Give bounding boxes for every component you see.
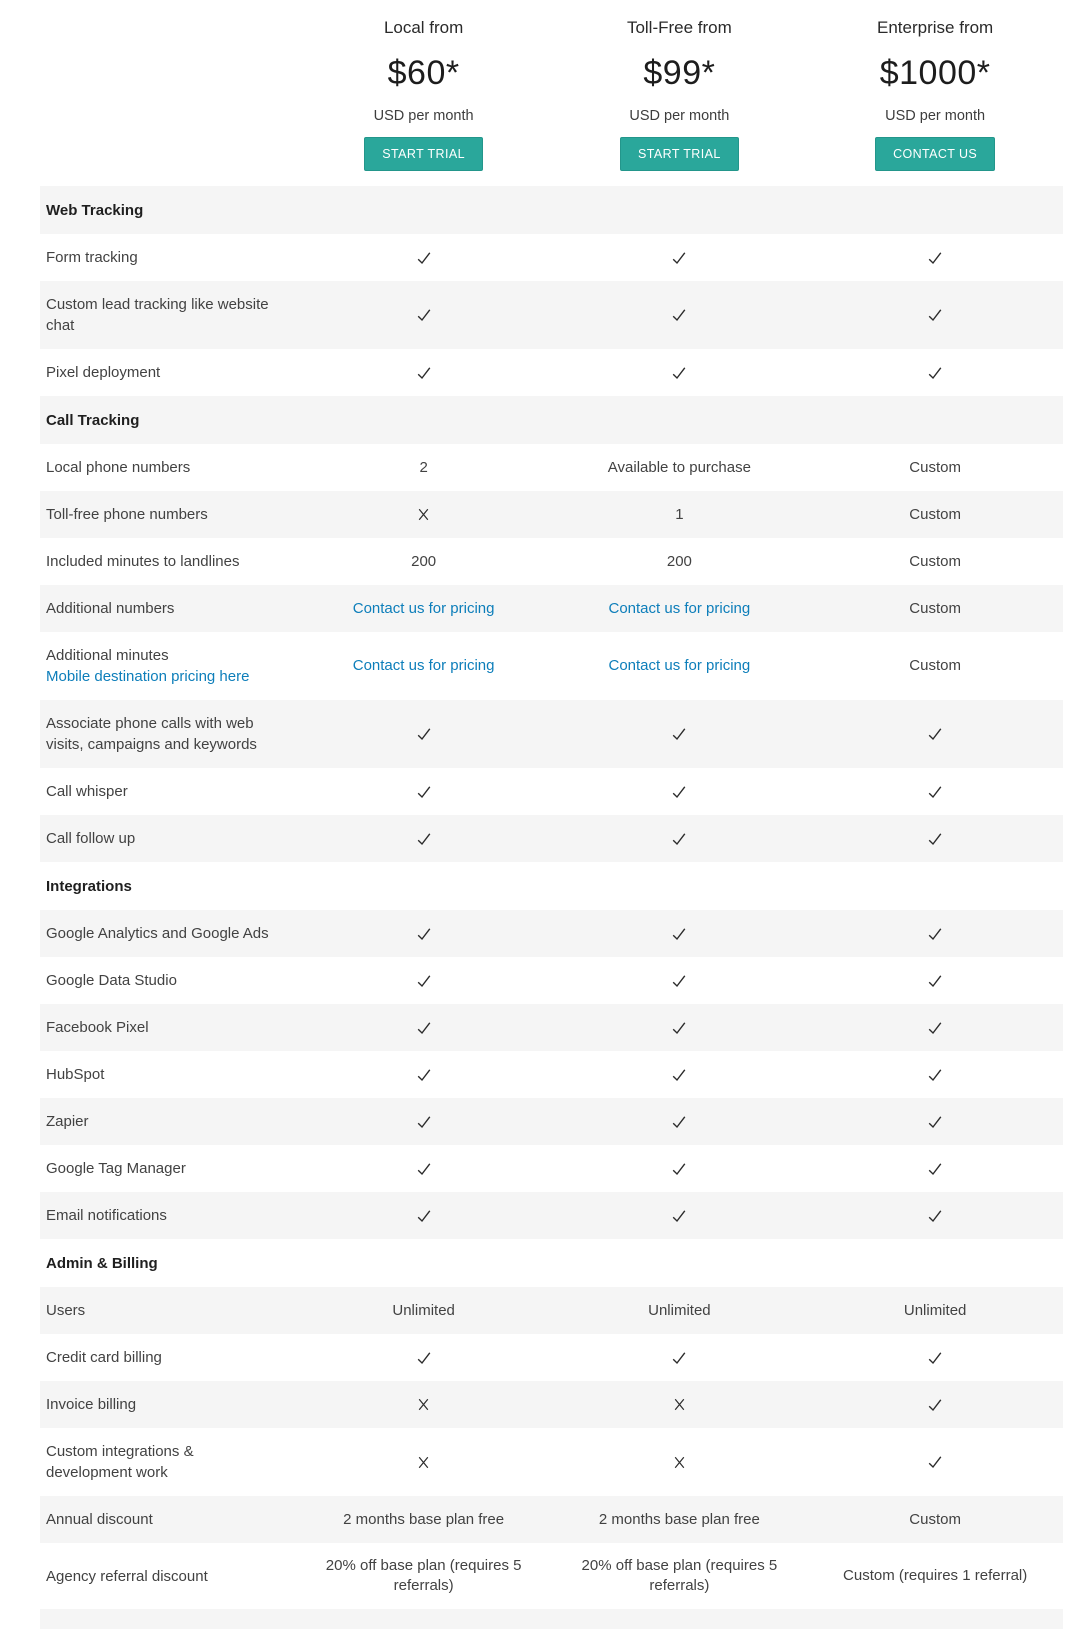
- feature-name-cell: [40, 1287, 296, 1334]
- value-cell: [552, 1051, 808, 1098]
- feature-label: Toll-free phone numbers: [46, 506, 208, 523]
- feature-label: Google Data Studio: [46, 972, 177, 989]
- value-cell: [807, 234, 1063, 281]
- value-cell: 200: [666, 552, 692, 570]
- value-cell: [552, 768, 808, 815]
- check-icon: [415, 1066, 433, 1084]
- value-cell: 2: [419, 458, 428, 476]
- feature-label: Google Tag Manager: [46, 1160, 186, 1177]
- feature-name-cell: [40, 910, 296, 957]
- check-icon: [926, 1066, 944, 1084]
- value-cell: [807, 910, 1063, 957]
- value-cell: [296, 1428, 552, 1496]
- check-icon: [670, 725, 688, 743]
- value-cell: [807, 768, 1063, 815]
- value-cell: [552, 1004, 808, 1051]
- feature-row: [40, 1098, 1063, 1145]
- feature-name-cell: [40, 1004, 296, 1051]
- section-title: Call Tracking: [46, 412, 140, 429]
- feature-row: [40, 281, 1063, 349]
- plan-name: Toll-Free from: [626, 18, 732, 37]
- feature-name-cell: [40, 815, 296, 862]
- value-cell: Custom: [909, 505, 961, 523]
- feature-label: Users: [46, 1302, 86, 1319]
- check-icon: [926, 830, 944, 848]
- feature-label: Custom integrations & development work: [46, 1443, 194, 1481]
- check-icon: [415, 830, 433, 848]
- contact-us-for-pricing-link[interactable]: Contact us for pricing: [608, 599, 751, 617]
- section-title: Web Tracking: [46, 202, 144, 219]
- feature-row: [40, 815, 1063, 862]
- check-icon: [926, 1453, 944, 1471]
- plan-period: USD per month: [885, 108, 986, 124]
- value-cell: [807, 1428, 1063, 1496]
- check-icon: [415, 1113, 433, 1131]
- value-cell: Custom: [909, 657, 961, 674]
- start-trial-local-button[interactable]: START TRIAL: [364, 137, 483, 171]
- feature-name-cell: [40, 585, 296, 632]
- feature-name-cell: [40, 349, 296, 396]
- value-cell: [552, 815, 808, 862]
- value-cell: [296, 1051, 552, 1098]
- feature-label: Zapier: [46, 1113, 89, 1130]
- value-cell: Unlimited: [648, 1301, 711, 1319]
- plan-tollfree: [552, 14, 808, 186]
- feature-label: Email notifications: [46, 1207, 167, 1224]
- check-icon: [670, 830, 688, 848]
- feature-name-cell: [40, 444, 296, 491]
- feature-row: [40, 538, 1063, 585]
- value-cell: [296, 234, 552, 281]
- value-cell: 20% off base plan (requires 5 referrals): [581, 1557, 778, 1594]
- feature-row: [40, 1145, 1063, 1192]
- feature-row: [40, 234, 1063, 281]
- feature-row: [40, 1543, 1063, 1609]
- plan-price: $99*: [643, 54, 716, 92]
- value-cell: [552, 349, 808, 396]
- feature-label: Additional numbers: [46, 600, 175, 617]
- check-icon: [670, 783, 688, 801]
- feature-name-cell: [40, 234, 296, 281]
- check-icon: [415, 1019, 433, 1037]
- feature-label: Call follow up: [46, 830, 136, 847]
- value-cell: Custom (requires 1 referral): [843, 1567, 1028, 1584]
- plan-name: Local from: [383, 18, 464, 37]
- value-cell: [807, 281, 1063, 349]
- value-cell: [296, 768, 552, 815]
- x-icon: [672, 1455, 687, 1470]
- feature-row: [40, 910, 1063, 957]
- x-icon: [416, 1397, 431, 1412]
- feature-label: Local phone numbers: [46, 459, 191, 476]
- feature-row: [40, 1192, 1063, 1239]
- feature-row: [40, 768, 1063, 815]
- feature-label: Custom lead tracking like website chat: [46, 296, 269, 334]
- x-icon: [416, 1455, 431, 1470]
- feature-row: [40, 444, 1063, 491]
- check-icon: [670, 1113, 688, 1131]
- feature-label: Google Analytics and Google Ads: [46, 925, 269, 942]
- section-header-row: [40, 396, 1063, 444]
- check-icon: [415, 725, 433, 743]
- feature-name-cell: [40, 1334, 296, 1381]
- feature-row: [40, 1334, 1063, 1381]
- value-cell: 1: [675, 505, 684, 523]
- feature-label: Included minutes to landlines: [46, 553, 240, 570]
- contact-us-for-pricing-link[interactable]: Contact us for pricing: [608, 657, 751, 674]
- contact-us-enterprise-button[interactable]: CONTACT US: [875, 137, 995, 171]
- value-cell: [552, 1334, 808, 1381]
- check-icon: [415, 925, 433, 943]
- value-cell: [552, 1192, 808, 1239]
- plan-local: [296, 14, 552, 186]
- feature-label: Associate phone calls with web visits, campaigns and keywords: [46, 715, 257, 753]
- feature-name-cell: [40, 1051, 296, 1098]
- check-icon: [926, 1160, 944, 1178]
- feature-row: [40, 1496, 1063, 1543]
- value-cell: [552, 1428, 808, 1496]
- value-cell: [807, 815, 1063, 862]
- check-icon: [415, 249, 433, 267]
- check-icon: [926, 306, 944, 324]
- check-icon: [926, 725, 944, 743]
- section-header-row: [40, 186, 1063, 234]
- value-cell: [552, 1098, 808, 1145]
- value-cell: [296, 1192, 552, 1239]
- value-cell: Available to purchase: [607, 458, 751, 476]
- value-cell: 200: [411, 552, 437, 570]
- feature-comparison-table-body: [40, 186, 1063, 1609]
- check-icon: [415, 783, 433, 801]
- feature-row: [40, 1004, 1063, 1051]
- value-cell: [296, 910, 552, 957]
- feature-name-cell: [40, 1428, 296, 1496]
- value-cell: 2 months base plan free: [343, 1510, 505, 1528]
- feature-label: Facebook Pixel: [46, 1019, 149, 1036]
- value-cell: 20% off base plan (requires 5 referrals): [325, 1557, 522, 1594]
- value-cell: [552, 957, 808, 1004]
- section-title: Admin & Billing: [46, 1255, 158, 1272]
- feature-label: Additional minutes: [46, 647, 169, 664]
- value-cell: [552, 234, 808, 281]
- value-cell: [807, 1051, 1063, 1098]
- check-icon: [670, 1207, 688, 1225]
- feature-row: [40, 1287, 1063, 1334]
- check-icon: [926, 925, 944, 943]
- check-icon: [670, 1019, 688, 1037]
- value-cell: [296, 1381, 552, 1428]
- check-icon: [415, 1160, 433, 1178]
- feature-label: Pixel deployment: [46, 364, 161, 381]
- value-cell: [807, 349, 1063, 396]
- check-icon: [926, 972, 944, 990]
- feature-row: [40, 1381, 1063, 1428]
- check-icon: [926, 249, 944, 267]
- contact-us-for-pricing-link[interactable]: Contact us for pricing: [352, 657, 495, 674]
- feature-label: Form tracking: [46, 249, 138, 266]
- feature-row: [40, 700, 1063, 768]
- feature-name-cell: [40, 1192, 296, 1239]
- value-cell: [296, 815, 552, 862]
- feature-row: [40, 585, 1063, 632]
- check-icon: [415, 1349, 433, 1367]
- value-cell: [552, 632, 808, 700]
- feature-name-cell: [40, 1098, 296, 1145]
- check-icon: [926, 1349, 944, 1367]
- check-icon: [415, 306, 433, 324]
- value-cell: [807, 1381, 1063, 1428]
- check-icon: [415, 972, 433, 990]
- feature-name-cell: [40, 1145, 296, 1192]
- feature-name-cell: [40, 538, 296, 585]
- section-header-row: [40, 1239, 1063, 1287]
- value-cell: [296, 585, 552, 632]
- value-cell: [552, 281, 808, 349]
- check-icon: [926, 1019, 944, 1037]
- value-cell: [296, 632, 552, 700]
- feature-name-cell: [40, 957, 296, 1004]
- feature-name-cell: [40, 281, 296, 349]
- check-icon: [926, 783, 944, 801]
- feature-row: [40, 1051, 1063, 1098]
- feature-row: [40, 1428, 1063, 1496]
- feature-column-spacer: [40, 14, 296, 186]
- value-cell: [807, 1145, 1063, 1192]
- value-cell: [807, 1098, 1063, 1145]
- value-cell: Custom: [909, 458, 961, 476]
- check-icon: [670, 249, 688, 267]
- value-cell: [807, 1334, 1063, 1381]
- check-icon: [926, 364, 944, 382]
- value-cell: [296, 700, 552, 768]
- value-cell: [296, 1098, 552, 1145]
- value-cell: [296, 349, 552, 396]
- plan-enterprise: [807, 14, 1063, 186]
- feature-label: Credit card billing: [46, 1349, 162, 1366]
- feature-row: [40, 491, 1063, 538]
- feature-row: [40, 349, 1063, 396]
- value-cell: Unlimited: [903, 1301, 967, 1319]
- check-icon: [670, 1349, 688, 1367]
- feature-row: [40, 957, 1063, 1004]
- check-icon: [670, 306, 688, 324]
- check-icon: [926, 1396, 944, 1414]
- value-cell: [296, 957, 552, 1004]
- check-icon: [926, 1113, 944, 1131]
- value-cell: Custom: [909, 1510, 961, 1528]
- feature-row: [40, 632, 1063, 700]
- bottom-strip: [40, 1609, 1063, 1629]
- value-cell: [296, 281, 552, 349]
- value-cell: [296, 1004, 552, 1051]
- value-cell: 2 months base plan free: [598, 1510, 760, 1528]
- value-cell: [552, 700, 808, 768]
- plan-name: Enterprise from: [877, 18, 994, 37]
- check-icon: [670, 925, 688, 943]
- feature-name-cell: [40, 768, 296, 815]
- value-cell: [552, 1381, 808, 1428]
- check-icon: [670, 972, 688, 990]
- x-icon: [672, 1397, 687, 1412]
- value-cell: [296, 491, 552, 538]
- check-icon: [670, 1160, 688, 1178]
- section-header-row: [40, 862, 1063, 910]
- check-icon: [926, 1207, 944, 1225]
- start-trial-tollfree-button[interactable]: START TRIAL: [620, 137, 739, 171]
- value-cell: Custom: [909, 552, 961, 570]
- mobile-destination-pricing-link[interactable]: Mobile destination pricing here: [46, 668, 250, 685]
- contact-us-for-pricing-link[interactable]: Contact us for pricing: [352, 599, 495, 617]
- feature-comparison-table: [40, 186, 1063, 1609]
- feature-name-cell: [40, 632, 296, 700]
- feature-label: Call whisper: [46, 783, 128, 800]
- feature-name-cell: [40, 700, 296, 768]
- feature-name-cell: [40, 1496, 296, 1543]
- plan-period: USD per month: [629, 108, 730, 124]
- value-cell: [552, 910, 808, 957]
- feature-name-cell: [40, 491, 296, 538]
- section-title: Integrations: [46, 878, 132, 895]
- feature-label: Annual discount: [46, 1511, 153, 1528]
- value-cell: Unlimited: [392, 1301, 455, 1319]
- check-icon: [415, 1207, 433, 1225]
- value-cell: [552, 1145, 808, 1192]
- value-cell: [807, 1192, 1063, 1239]
- plan-period: USD per month: [373, 108, 474, 124]
- plan-price: $60*: [387, 54, 460, 92]
- check-icon: [670, 1066, 688, 1084]
- value-cell: Custom: [909, 599, 961, 617]
- value-cell: [296, 1334, 552, 1381]
- value-cell: [807, 957, 1063, 1004]
- plans-header: [40, 0, 1063, 186]
- value-cell: [552, 585, 808, 632]
- feature-label: Agency referral discount: [46, 1567, 208, 1585]
- plan-price: $1000*: [879, 54, 991, 92]
- check-icon: [670, 364, 688, 382]
- feature-label: Invoice billing: [46, 1396, 137, 1413]
- value-cell: [807, 700, 1063, 768]
- feature-label: HubSpot: [46, 1066, 105, 1083]
- value-cell: [296, 1145, 552, 1192]
- value-cell: [807, 1004, 1063, 1051]
- check-icon: [415, 364, 433, 382]
- feature-name-cell: [40, 1381, 296, 1428]
- feature-name-cell: [40, 1543, 296, 1609]
- x-icon: [416, 507, 431, 522]
